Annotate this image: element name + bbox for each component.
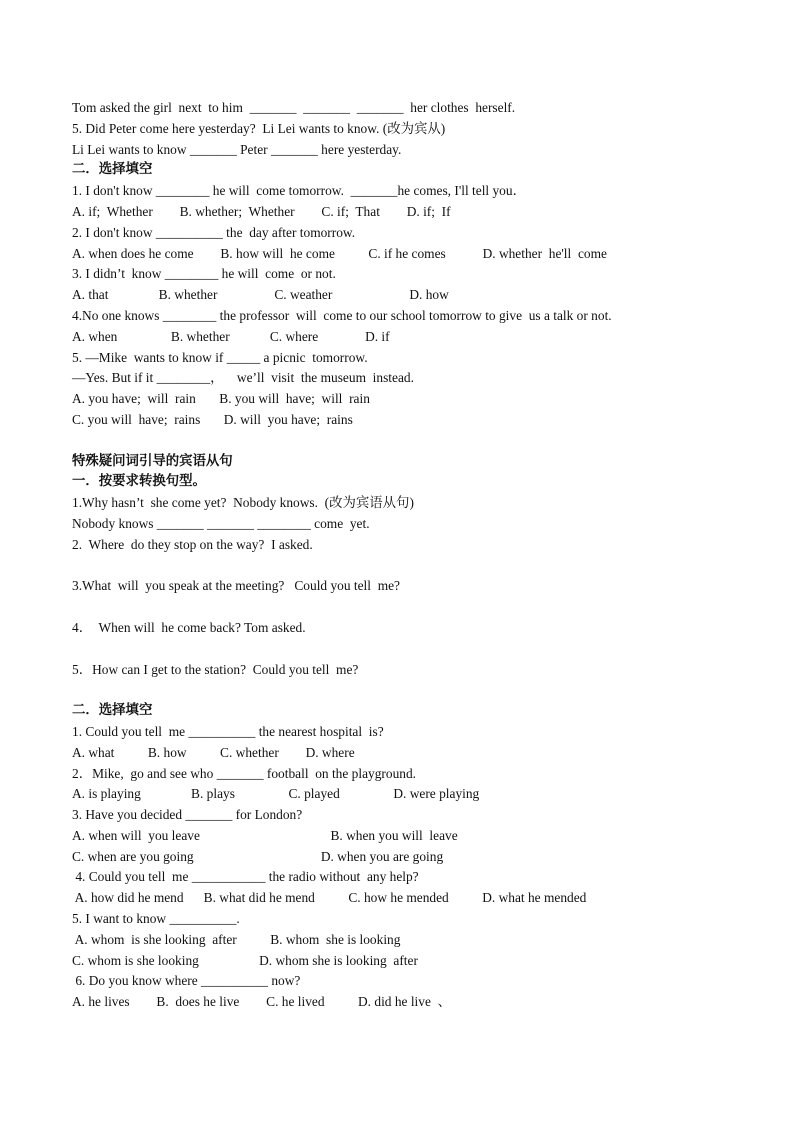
options-line: A. is playing B. plays C. played D. were playing xyxy=(72,786,480,802)
section-heading: 二．选择填空 xyxy=(72,162,153,178)
exercise-line: 4． When will he come back? Tom asked. xyxy=(72,619,306,635)
choice-question-list xyxy=(72,181,732,431)
exercise-line: Tom asked the girl next to him _______ _______ _______ her clothes herself. xyxy=(72,100,516,115)
question-line: 1. I don't know ________ he will come tomorrow. _______he comes, I'll tell you． xyxy=(72,183,526,199)
options-line: A. when B. whether C. where D. if xyxy=(72,328,390,344)
exercise-line: 2. Where do they stop on the way? I asked. xyxy=(72,536,313,552)
question-line: 2. I don't know __________ the day after tomorrow. xyxy=(72,224,356,240)
question-line: 4. Could you tell me ___________ the radio without any help? xyxy=(72,869,419,885)
options-line: A. he lives B. does he live C. he lived D. did he live 、 xyxy=(72,994,451,1010)
choice-question-list xyxy=(72,722,732,1013)
question-line: 1. Could you tell me __________ the nearest hospital is? xyxy=(72,723,384,739)
exercise-line: 3.What will you speak at the meeting? Could you tell me? xyxy=(72,578,400,594)
question-line: 4.No one knows ________ the professor will come to our school tomorrow to give us a talk or not. xyxy=(72,307,612,323)
section-heading: 二．选择填空 xyxy=(72,703,153,719)
exercise-line: Li Lei wants to know _______ Peter _______ here yesterday. xyxy=(72,141,402,157)
exercise-line: 5. Did Peter come here yesterday? Li Lei wants to know. (改为宾从) xyxy=(72,120,446,136)
options-line: A. if; Whether B. whether; Whether C. if; That D. if; If xyxy=(72,203,451,219)
options-line: A. when does he come B. how will he come C. if he comes D. whether he'll come xyxy=(72,245,607,261)
question-line: 5. —Mike wants to know if _____ a picnic tomorrow. xyxy=(72,349,368,365)
exercise-line: Nobody knows _______ _______ ________ come yet. xyxy=(72,515,370,531)
question-line: 6. Do you know where __________ now? xyxy=(72,973,301,989)
options-line: C. when are you going D. when you are going xyxy=(72,848,444,864)
exercise-line: 1.Why hasn’t she come yet? Nobody knows. (改为宾语从句) xyxy=(72,495,414,511)
options-line: A. how did he mend B. what did he mend C. how he mended D. what he mended xyxy=(72,890,587,906)
section-heading: 一．按要求转换句型。 xyxy=(72,474,206,490)
question-line: 5. I want to know __________. xyxy=(72,911,240,927)
question-line: —Yes. But if it ________， we’ll visit the museum instead. xyxy=(72,370,414,386)
options-line: A. that B. whether C. weather D. how xyxy=(72,287,449,303)
exercise-line: 5．How can I get to the station? Could you tell me? xyxy=(72,661,359,677)
worksheet-page xyxy=(72,98,732,1013)
options-line: A. whom is she looking after B. whom she is looking xyxy=(72,931,401,947)
options-line: A. you have; will rain B. you will have; will rain xyxy=(72,391,370,407)
options-line: A. what B. how C. whether D. where xyxy=(72,744,355,760)
question-line: 3. I didn’t know ________ he will come or not. xyxy=(72,266,336,282)
question-line: 3. Have you decided _______ for London? xyxy=(72,807,303,823)
options-line: C. you will have; rains D. will you have; rains xyxy=(72,411,353,427)
options-line: A. when will you leave B. when you will leave xyxy=(72,827,458,843)
question-line: 2．Mike, go and see who _______ football on the playground. xyxy=(72,765,417,781)
options-line: C. whom is she looking D. whom she is looking after xyxy=(72,952,418,968)
section-title: 特殊疑问词引导的宾语从句 xyxy=(72,453,233,469)
